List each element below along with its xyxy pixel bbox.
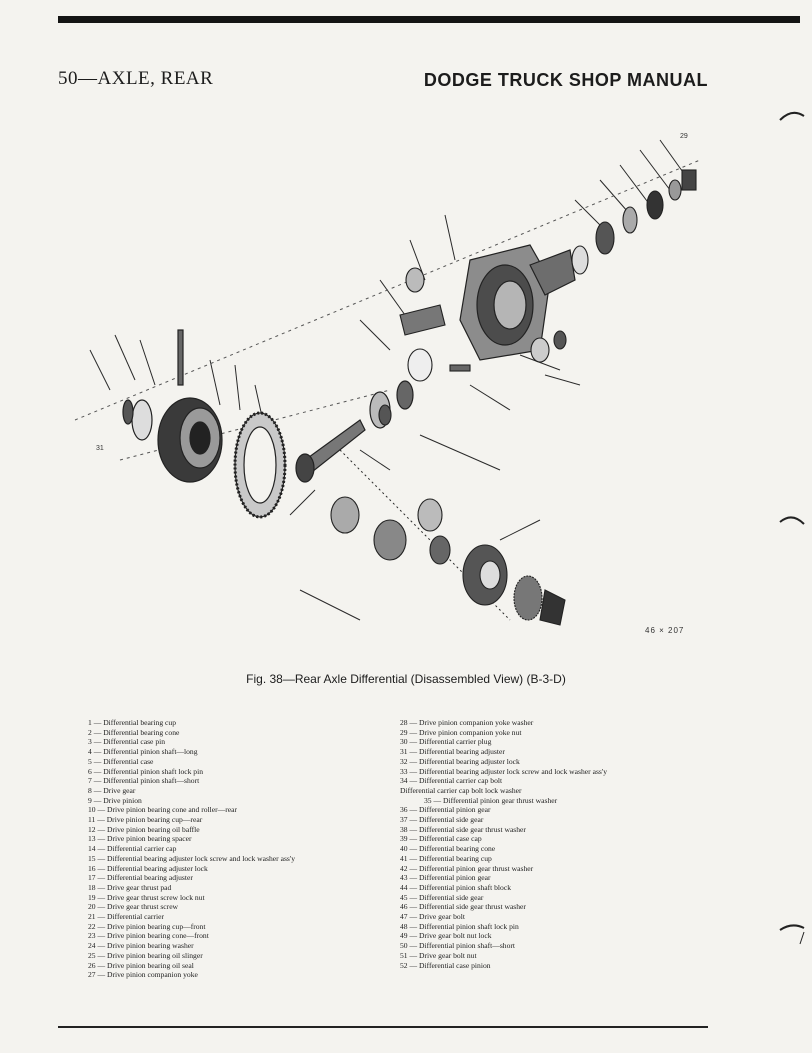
legend-item: 42 — Differential pinion gear thrust washer xyxy=(400,863,534,873)
differential-diagram xyxy=(60,120,710,650)
legend-item: 41 — Differential bearing cup xyxy=(400,853,492,863)
legend-item: 3 — Differential case pin xyxy=(88,737,166,747)
legend-item: 34 — Differential carrier cap bolt xyxy=(400,776,503,786)
binder-mark-icon xyxy=(778,512,806,528)
legend-item: 27 — Drive pinion companion yoke xyxy=(88,970,198,980)
legend-item: 8 — Drive gear xyxy=(88,785,136,795)
legend-item: Differential carrier cap bolt lock washer xyxy=(400,785,522,795)
figure-caption: Fig. 38—Rear Axle Differential (Disassembled View) (B-3-D) xyxy=(246,672,566,686)
callout-29: 29 xyxy=(680,133,688,140)
callout-31: 31 xyxy=(96,445,104,452)
legend-item: 50 — Differential pinion shaft—short xyxy=(400,941,516,951)
legend-item: 45 — Differential side gear xyxy=(400,892,484,902)
legend-item: 48 — Differential pinion shaft lock pin xyxy=(400,921,519,931)
legend-item: 10 — Drive pinion bearing cone and roller—rear xyxy=(88,805,238,815)
legend-item: 37 — Differential side gear xyxy=(400,815,484,825)
legend-item: 19 — Drive gear thrust screw lock nut xyxy=(88,892,205,902)
top-rule xyxy=(58,16,800,23)
legend-item: 30 — Differential carrier plug xyxy=(400,737,492,747)
legend-item: 22 — Drive pinion bearing cup—front xyxy=(88,921,206,931)
legend-item: 1 — Differential bearing cup xyxy=(88,718,176,727)
figure-code: 46 × 207 xyxy=(645,626,685,635)
exploded-view-illustration xyxy=(60,120,710,650)
legend-item: 32 — Differential bearing adjuster lock xyxy=(400,756,520,766)
legend-item: 49 — Drive gear bolt nut lock xyxy=(400,931,492,941)
manual-title: DODGE TRUCK SHOP MANUAL xyxy=(423,70,708,90)
legend-item: 4 — Differential pinion shaft—long xyxy=(88,747,198,757)
legend-item: 18 — Drive gear thrust pad xyxy=(88,882,172,892)
binder-mark-icon xyxy=(778,922,806,946)
legend-item: 17 — Differential bearing adjuster xyxy=(88,873,193,883)
legend-item: 43 — Differential pinion gear xyxy=(400,873,491,883)
legend-item: 5 — Differential case xyxy=(88,756,154,766)
legend-item: 35 — Differential pinion gear thrust washer xyxy=(424,795,558,805)
legend-item: 39 — Differential case cap xyxy=(400,834,482,844)
legend-item: 28 — Drive pinion companion yoke washer xyxy=(400,718,534,727)
bottom-rule xyxy=(58,1026,708,1028)
legend-item: 20 — Drive gear thrust screw xyxy=(88,902,179,912)
legend-item: 40 — Differential bearing cone xyxy=(400,844,496,854)
legend-item: 6 — Differential pinion shaft lock pin xyxy=(88,766,204,776)
legend-item: 2 — Differential bearing cone xyxy=(88,727,180,737)
legend-item: 7 — Differential pinion shaft—short xyxy=(88,776,200,786)
legend-item: 33 — Differential bearing adjuster lock screw and lock washer ass'y xyxy=(400,766,608,776)
legend-item: 12 — Drive pinion bearing oil baffle xyxy=(88,824,200,834)
legend-item: 38 — Differential side gear thrust washer xyxy=(400,824,526,834)
parts-legend-right xyxy=(400,718,607,970)
legend-item: 31 — Differential bearing adjuster xyxy=(400,747,505,757)
legend-item: 26 — Drive pinion bearing oil seal xyxy=(88,960,194,970)
legend-item: 16 — Differential bearing adjuster lock xyxy=(88,863,208,873)
legend-item: 9 — Drive pinion xyxy=(88,795,142,805)
legend-item: 29 — Drive pinion companion yoke nut xyxy=(400,727,522,737)
legend-item: 23 — Drive pinion bearing cone—front xyxy=(88,931,209,941)
legend-item: 47 — Drive gear bolt xyxy=(400,912,465,922)
page-section-title: 50—AXLE, REAR xyxy=(58,68,214,89)
legend-item: 24 — Drive pinion bearing washer xyxy=(88,941,194,951)
legend-item: 14 — Differential carrier cap xyxy=(88,844,177,854)
legend-item: 13 — Drive pinion bearing spacer xyxy=(88,834,192,844)
binder-mark-icon xyxy=(778,108,806,124)
legend-item: 15 — Differential bearing adjuster lock screw and lock washer ass'y xyxy=(88,853,296,863)
legend-item: 11 — Drive pinion bearing cup—rear xyxy=(88,815,203,825)
legend-item: 52 — Differential case pinion xyxy=(400,960,491,970)
legend-item: 21 — Differential carrier xyxy=(88,912,164,922)
legend-item: 44 — Differential pinion shaft block xyxy=(400,882,511,892)
legend-item: 51 — Drive gear bolt nut xyxy=(400,950,477,960)
legend-item: 36 — Differential pinion gear xyxy=(400,805,491,815)
legend-item: 25 — Drive pinion bearing oil slinger xyxy=(88,950,203,960)
parts-legend-left xyxy=(88,718,295,980)
legend-item: 46 — Differential side gear thrust washer xyxy=(400,902,526,912)
